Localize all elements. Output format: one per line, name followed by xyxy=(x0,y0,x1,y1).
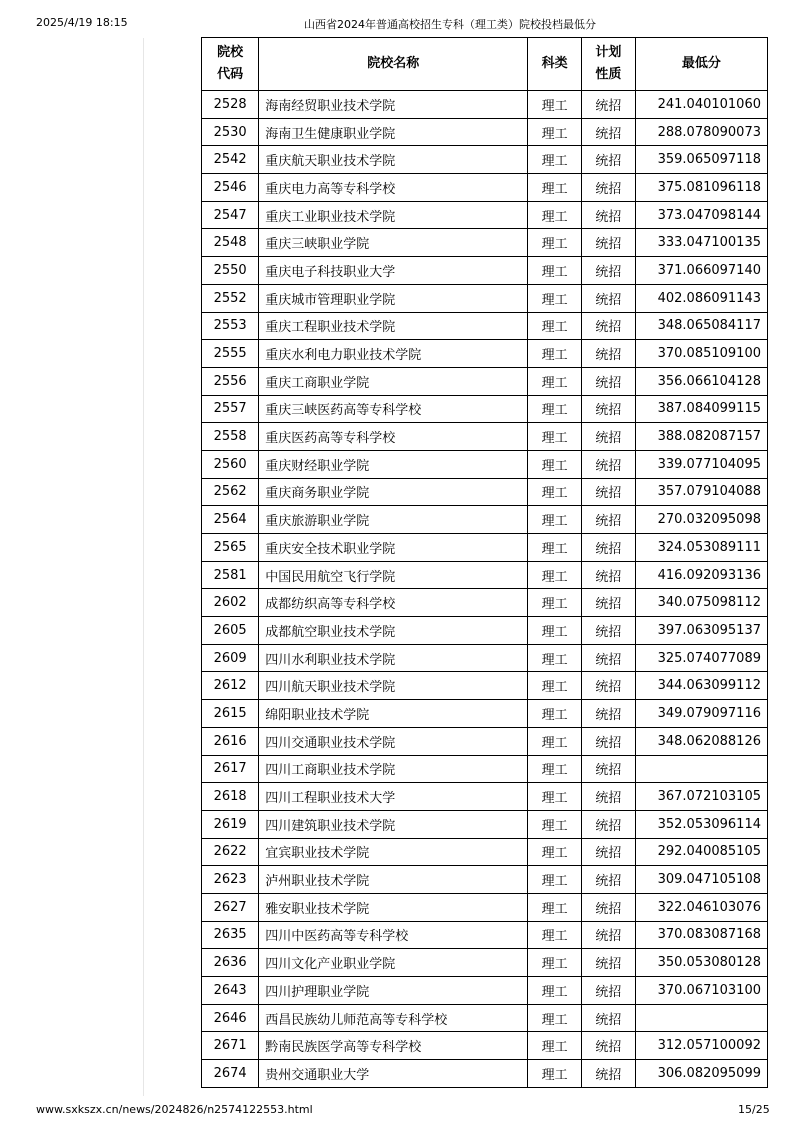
cell-category: 理工 xyxy=(528,727,582,755)
cell-plan: 统招 xyxy=(582,617,636,645)
cell-score: 288.078090073 xyxy=(635,118,767,146)
cell-category: 理工 xyxy=(528,700,582,728)
table-row xyxy=(202,229,768,257)
cell-name: 四川水利职业技术学院 xyxy=(259,644,528,672)
table-row xyxy=(202,174,768,202)
cell-code: 2605 xyxy=(202,617,259,645)
cell-name: 重庆工商职业学院 xyxy=(259,367,528,395)
cell-score: 348.062088126 xyxy=(635,727,767,755)
table-row xyxy=(202,146,768,174)
table-row xyxy=(202,893,768,921)
cell-score: 344.063099112 xyxy=(635,672,767,700)
cell-name: 宜宾职业技术学院 xyxy=(259,838,528,866)
cell-code: 2550 xyxy=(202,257,259,285)
cell-plan: 统招 xyxy=(582,755,636,783)
page-divider xyxy=(143,38,144,1096)
cell-category: 理工 xyxy=(528,257,582,285)
cell-code: 2565 xyxy=(202,534,259,562)
cell-score xyxy=(635,755,767,783)
cell-score: 387.084099115 xyxy=(635,395,767,423)
table-row xyxy=(202,340,768,368)
cell-name: 重庆工程职业技术学院 xyxy=(259,312,528,340)
cell-score: 324.053089111 xyxy=(635,534,767,562)
cell-name: 成都航空职业技术学院 xyxy=(259,617,528,645)
cell-plan: 统招 xyxy=(582,1060,636,1088)
table-row xyxy=(202,644,768,672)
table-row xyxy=(202,921,768,949)
cell-category: 理工 xyxy=(528,118,582,146)
table-row xyxy=(202,617,768,645)
cell-category: 理工 xyxy=(528,1032,582,1060)
cell-plan: 统招 xyxy=(582,534,636,562)
cell-plan: 统招 xyxy=(582,561,636,589)
table-row xyxy=(202,977,768,1005)
cell-name: 四川航天职业技术学院 xyxy=(259,672,528,700)
cell-plan: 统招 xyxy=(582,1032,636,1060)
cell-name: 重庆医药高等专科学校 xyxy=(259,423,528,451)
cell-name: 四川工商职业技术学院 xyxy=(259,755,528,783)
table-row xyxy=(202,755,768,783)
cell-name: 贵州交通职业大学 xyxy=(259,1060,528,1088)
cell-score: 371.066097140 xyxy=(635,257,767,285)
table-row xyxy=(202,810,768,838)
cell-name: 泸州职业技术学院 xyxy=(259,866,528,894)
cell-category: 理工 xyxy=(528,977,582,1005)
cell-name: 重庆电子科技职业大学 xyxy=(259,257,528,285)
cell-plan: 统招 xyxy=(582,838,636,866)
cell-category: 理工 xyxy=(528,284,582,312)
cell-code: 2557 xyxy=(202,395,259,423)
cell-category: 理工 xyxy=(528,1004,582,1032)
cell-plan: 统招 xyxy=(582,340,636,368)
cell-category: 理工 xyxy=(528,201,582,229)
table-row xyxy=(202,700,768,728)
table-row xyxy=(202,450,768,478)
cell-plan: 统招 xyxy=(582,423,636,451)
cell-code: 2542 xyxy=(202,146,259,174)
cell-code: 2560 xyxy=(202,450,259,478)
cell-score: 322.046103076 xyxy=(635,893,767,921)
cell-category: 理工 xyxy=(528,644,582,672)
cell-name: 重庆城市管理职业学院 xyxy=(259,284,528,312)
table-row xyxy=(202,395,768,423)
cell-code: 2558 xyxy=(202,423,259,451)
cell-plan: 统招 xyxy=(582,866,636,894)
cell-name: 重庆商务职业学院 xyxy=(259,478,528,506)
cell-score: 333.047100135 xyxy=(635,229,767,257)
cell-code: 2555 xyxy=(202,340,259,368)
table-row xyxy=(202,91,768,119)
cell-name: 四川护理职业学院 xyxy=(259,977,528,1005)
table-header-row xyxy=(202,38,768,91)
table-row xyxy=(202,367,768,395)
cell-code: 2623 xyxy=(202,866,259,894)
cell-plan: 统招 xyxy=(582,644,636,672)
table-row xyxy=(202,589,768,617)
cell-category: 理工 xyxy=(528,478,582,506)
cell-category: 理工 xyxy=(528,534,582,562)
cell-name: 重庆工业职业技术学院 xyxy=(259,201,528,229)
cell-plan: 统招 xyxy=(582,893,636,921)
cell-name: 重庆电力高等专科学校 xyxy=(259,174,528,202)
cell-category: 理工 xyxy=(528,893,582,921)
cell-plan: 统招 xyxy=(582,257,636,285)
cell-plan: 统招 xyxy=(582,118,636,146)
cell-score: 370.085109100 xyxy=(635,340,767,368)
cell-code: 2548 xyxy=(202,229,259,257)
table-row xyxy=(202,1004,768,1032)
cell-name: 重庆财经职业学院 xyxy=(259,450,528,478)
cell-category: 理工 xyxy=(528,921,582,949)
cell-category: 理工 xyxy=(528,617,582,645)
cell-score: 348.065084117 xyxy=(635,312,767,340)
cell-plan: 统招 xyxy=(582,284,636,312)
cell-code: 2528 xyxy=(202,91,259,119)
cell-name: 重庆安全技术职业学院 xyxy=(259,534,528,562)
cell-code: 2553 xyxy=(202,312,259,340)
cell-code: 2643 xyxy=(202,977,259,1005)
cell-plan: 统招 xyxy=(582,478,636,506)
cell-code: 2552 xyxy=(202,284,259,312)
cell-category: 理工 xyxy=(528,783,582,811)
cell-code: 2609 xyxy=(202,644,259,672)
cell-score: 367.072103105 xyxy=(635,783,767,811)
cell-plan: 统招 xyxy=(582,229,636,257)
cell-plan: 统招 xyxy=(582,727,636,755)
table-row xyxy=(202,838,768,866)
cell-score: 325.074077089 xyxy=(635,644,767,672)
table-row xyxy=(202,201,768,229)
table-row xyxy=(202,118,768,146)
page-title: 山西省2024年普通高校招生专科（理工类）院校投档最低分 xyxy=(304,18,596,31)
cell-plan: 统招 xyxy=(582,700,636,728)
cell-plan: 统招 xyxy=(582,949,636,977)
cell-name: 绵阳职业技术学院 xyxy=(259,700,528,728)
cell-code: 2616 xyxy=(202,727,259,755)
cell-score: 241.040101060 xyxy=(635,91,767,119)
cell-score: 397.063095137 xyxy=(635,617,767,645)
cell-name: 西昌民族幼儿师范高等专科学校 xyxy=(259,1004,528,1032)
cell-score: 373.047098144 xyxy=(635,201,767,229)
cell-plan: 统招 xyxy=(582,395,636,423)
table-row xyxy=(202,1060,768,1088)
table-row xyxy=(202,284,768,312)
cell-plan: 统招 xyxy=(582,367,636,395)
cell-category: 理工 xyxy=(528,312,582,340)
cell-name: 雅安职业技术学院 xyxy=(259,893,528,921)
cell-score: 340.075098112 xyxy=(635,589,767,617)
cell-name: 成都纺织高等专科学校 xyxy=(259,589,528,617)
cell-name: 海南卫生健康职业学院 xyxy=(259,118,528,146)
cell-category: 理工 xyxy=(528,561,582,589)
cell-code: 2547 xyxy=(202,201,259,229)
table-body xyxy=(202,91,768,1088)
table-row xyxy=(202,672,768,700)
cell-name: 四川文化产业职业学院 xyxy=(259,949,528,977)
cell-code: 2622 xyxy=(202,838,259,866)
cell-name: 四川建筑职业技术学院 xyxy=(259,810,528,838)
cell-score: 388.082087157 xyxy=(635,423,767,451)
cell-score: 270.032095098 xyxy=(635,506,767,534)
cell-plan: 统招 xyxy=(582,783,636,811)
cell-score: 349.079097116 xyxy=(635,700,767,728)
cell-category: 理工 xyxy=(528,506,582,534)
cell-name: 重庆水利电力职业技术学院 xyxy=(259,340,528,368)
cell-score: 402.086091143 xyxy=(635,284,767,312)
cell-category: 理工 xyxy=(528,589,582,617)
cell-code: 2635 xyxy=(202,921,259,949)
cell-plan: 统招 xyxy=(582,201,636,229)
cell-category: 理工 xyxy=(528,423,582,451)
cell-code: 2671 xyxy=(202,1032,259,1060)
cell-code: 2562 xyxy=(202,478,259,506)
cell-score: 352.053096114 xyxy=(635,810,767,838)
cell-plan: 统招 xyxy=(582,921,636,949)
cell-name: 中国民用航空飞行学院 xyxy=(259,561,528,589)
cell-category: 理工 xyxy=(528,755,582,783)
cell-plan: 统招 xyxy=(582,1004,636,1032)
table-row xyxy=(202,534,768,562)
cell-code: 2564 xyxy=(202,506,259,534)
table-row xyxy=(202,866,768,894)
cell-name: 四川工程职业技术大学 xyxy=(259,783,528,811)
cell-plan: 统招 xyxy=(582,810,636,838)
header-code-line1: 院校 xyxy=(217,45,244,60)
cell-category: 理工 xyxy=(528,367,582,395)
table-row xyxy=(202,312,768,340)
header-score: 最低分 xyxy=(635,38,767,91)
cell-category: 理工 xyxy=(528,395,582,423)
cell-score: 356.066104128 xyxy=(635,367,767,395)
cell-name: 重庆旅游职业学院 xyxy=(259,506,528,534)
cell-plan: 统招 xyxy=(582,146,636,174)
table-row xyxy=(202,506,768,534)
cell-plan: 统招 xyxy=(582,506,636,534)
cell-score: 306.082095099 xyxy=(635,1060,767,1088)
cell-code: 2619 xyxy=(202,810,259,838)
table-row xyxy=(202,478,768,506)
cell-code: 2556 xyxy=(202,367,259,395)
header-code-line2: 代码 xyxy=(217,67,244,82)
cell-score: 370.067103100 xyxy=(635,977,767,1005)
table-row xyxy=(202,423,768,451)
cell-score: 357.079104088 xyxy=(635,478,767,506)
header-plan xyxy=(582,38,636,91)
print-datetime: 2025/4/19 18:15 xyxy=(36,16,128,29)
cell-code: 2615 xyxy=(202,700,259,728)
page-number: 15/25 xyxy=(738,1103,770,1116)
cell-category: 理工 xyxy=(528,1060,582,1088)
cell-plan: 统招 xyxy=(582,672,636,700)
cell-code: 2546 xyxy=(202,174,259,202)
table-row xyxy=(202,727,768,755)
cell-code: 2602 xyxy=(202,589,259,617)
cell-category: 理工 xyxy=(528,949,582,977)
cell-category: 理工 xyxy=(528,866,582,894)
cell-category: 理工 xyxy=(528,672,582,700)
cell-score: 375.081096118 xyxy=(635,174,767,202)
cell-plan: 统招 xyxy=(582,91,636,119)
cell-name: 黔南民族医学高等专科学校 xyxy=(259,1032,528,1060)
cell-code: 2674 xyxy=(202,1060,259,1088)
header-name: 院校名称 xyxy=(259,38,528,91)
cell-category: 理工 xyxy=(528,91,582,119)
cell-category: 理工 xyxy=(528,838,582,866)
table-row xyxy=(202,783,768,811)
page-url: www.sxkszx.cn/news/2024826/n2574122553.html xyxy=(36,1103,313,1116)
cell-name: 四川中医药高等专科学校 xyxy=(259,921,528,949)
cell-score: 370.083087168 xyxy=(635,921,767,949)
cell-name: 重庆航天职业技术学院 xyxy=(259,146,528,174)
cell-plan: 统招 xyxy=(582,174,636,202)
cell-category: 理工 xyxy=(528,450,582,478)
cell-score: 292.040085105 xyxy=(635,838,767,866)
cell-name: 重庆三峡职业学院 xyxy=(259,229,528,257)
cell-plan: 统招 xyxy=(582,977,636,1005)
cell-code: 2627 xyxy=(202,893,259,921)
cell-score: 339.077104095 xyxy=(635,450,767,478)
cell-code: 2618 xyxy=(202,783,259,811)
cell-category: 理工 xyxy=(528,340,582,368)
cell-score: 359.065097118 xyxy=(635,146,767,174)
cell-category: 理工 xyxy=(528,229,582,257)
cell-name: 四川交通职业技术学院 xyxy=(259,727,528,755)
cell-plan: 统招 xyxy=(582,312,636,340)
cell-score xyxy=(635,1004,767,1032)
cell-score: 312.057100092 xyxy=(635,1032,767,1060)
score-table xyxy=(201,37,768,1088)
header-category: 科类 xyxy=(528,38,582,91)
table-row xyxy=(202,257,768,285)
cell-code: 2581 xyxy=(202,561,259,589)
cell-code: 2646 xyxy=(202,1004,259,1032)
cell-code: 2612 xyxy=(202,672,259,700)
cell-category: 理工 xyxy=(528,810,582,838)
table-row xyxy=(202,949,768,977)
cell-score: 309.047105108 xyxy=(635,866,767,894)
cell-score: 350.053080128 xyxy=(635,949,767,977)
cell-category: 理工 xyxy=(528,174,582,202)
cell-name: 海南经贸职业技术学院 xyxy=(259,91,528,119)
cell-code: 2636 xyxy=(202,949,259,977)
header-plan-line2: 性质 xyxy=(595,67,622,82)
cell-plan: 统招 xyxy=(582,589,636,617)
table-row xyxy=(202,1032,768,1060)
cell-plan: 统招 xyxy=(582,450,636,478)
cell-code: 2617 xyxy=(202,755,259,783)
cell-name: 重庆三峡医药高等专科学校 xyxy=(259,395,528,423)
cell-score: 416.092093136 xyxy=(635,561,767,589)
header-code xyxy=(202,38,259,91)
table-row xyxy=(202,561,768,589)
cell-code: 2530 xyxy=(202,118,259,146)
header-plan-line1: 计划 xyxy=(595,45,622,60)
cell-category: 理工 xyxy=(528,146,582,174)
